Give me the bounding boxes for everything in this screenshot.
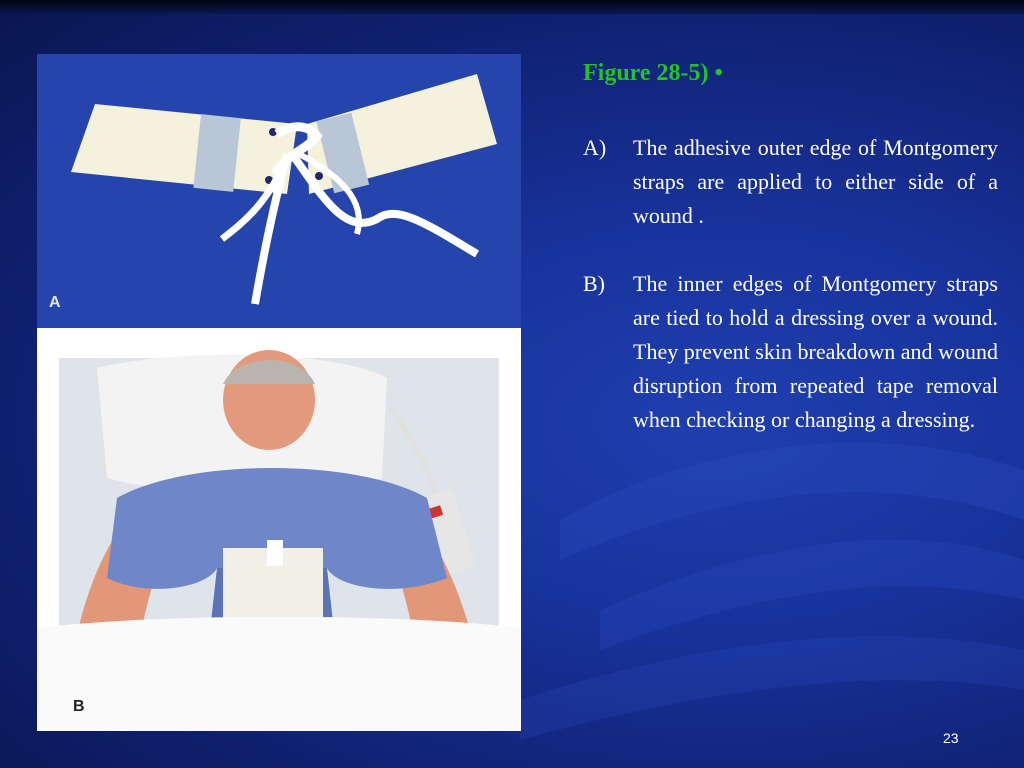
figure-title: Figure 28-5) • (583, 60, 723, 86)
panel-b-label: B (73, 698, 85, 715)
list-item-b (583, 267, 998, 437)
page-number: 23 (943, 730, 959, 746)
patient-illustration (37, 328, 521, 731)
panel-b-patient-image (37, 328, 521, 731)
item-b-label: B) (583, 271, 605, 296)
item-a-text: The adhesive outer edge of Montgomery straps are applied to either side of a wound . (633, 135, 998, 228)
panel-a-straps-image (37, 54, 521, 328)
item-a-label: A) (583, 135, 607, 160)
straps-illustration (37, 54, 521, 328)
list-item-a (583, 131, 998, 233)
item-b-text: The inner edges of Montgomery straps are tied to hold a dressing over a wound. They prevent skin breakdown and wound disruption from repeated tape removal when checking or changing a dressing. (633, 271, 998, 432)
panel-a-label: A (49, 294, 61, 311)
montgomery-straps-figure (37, 54, 521, 731)
slide-text-area (583, 60, 998, 471)
